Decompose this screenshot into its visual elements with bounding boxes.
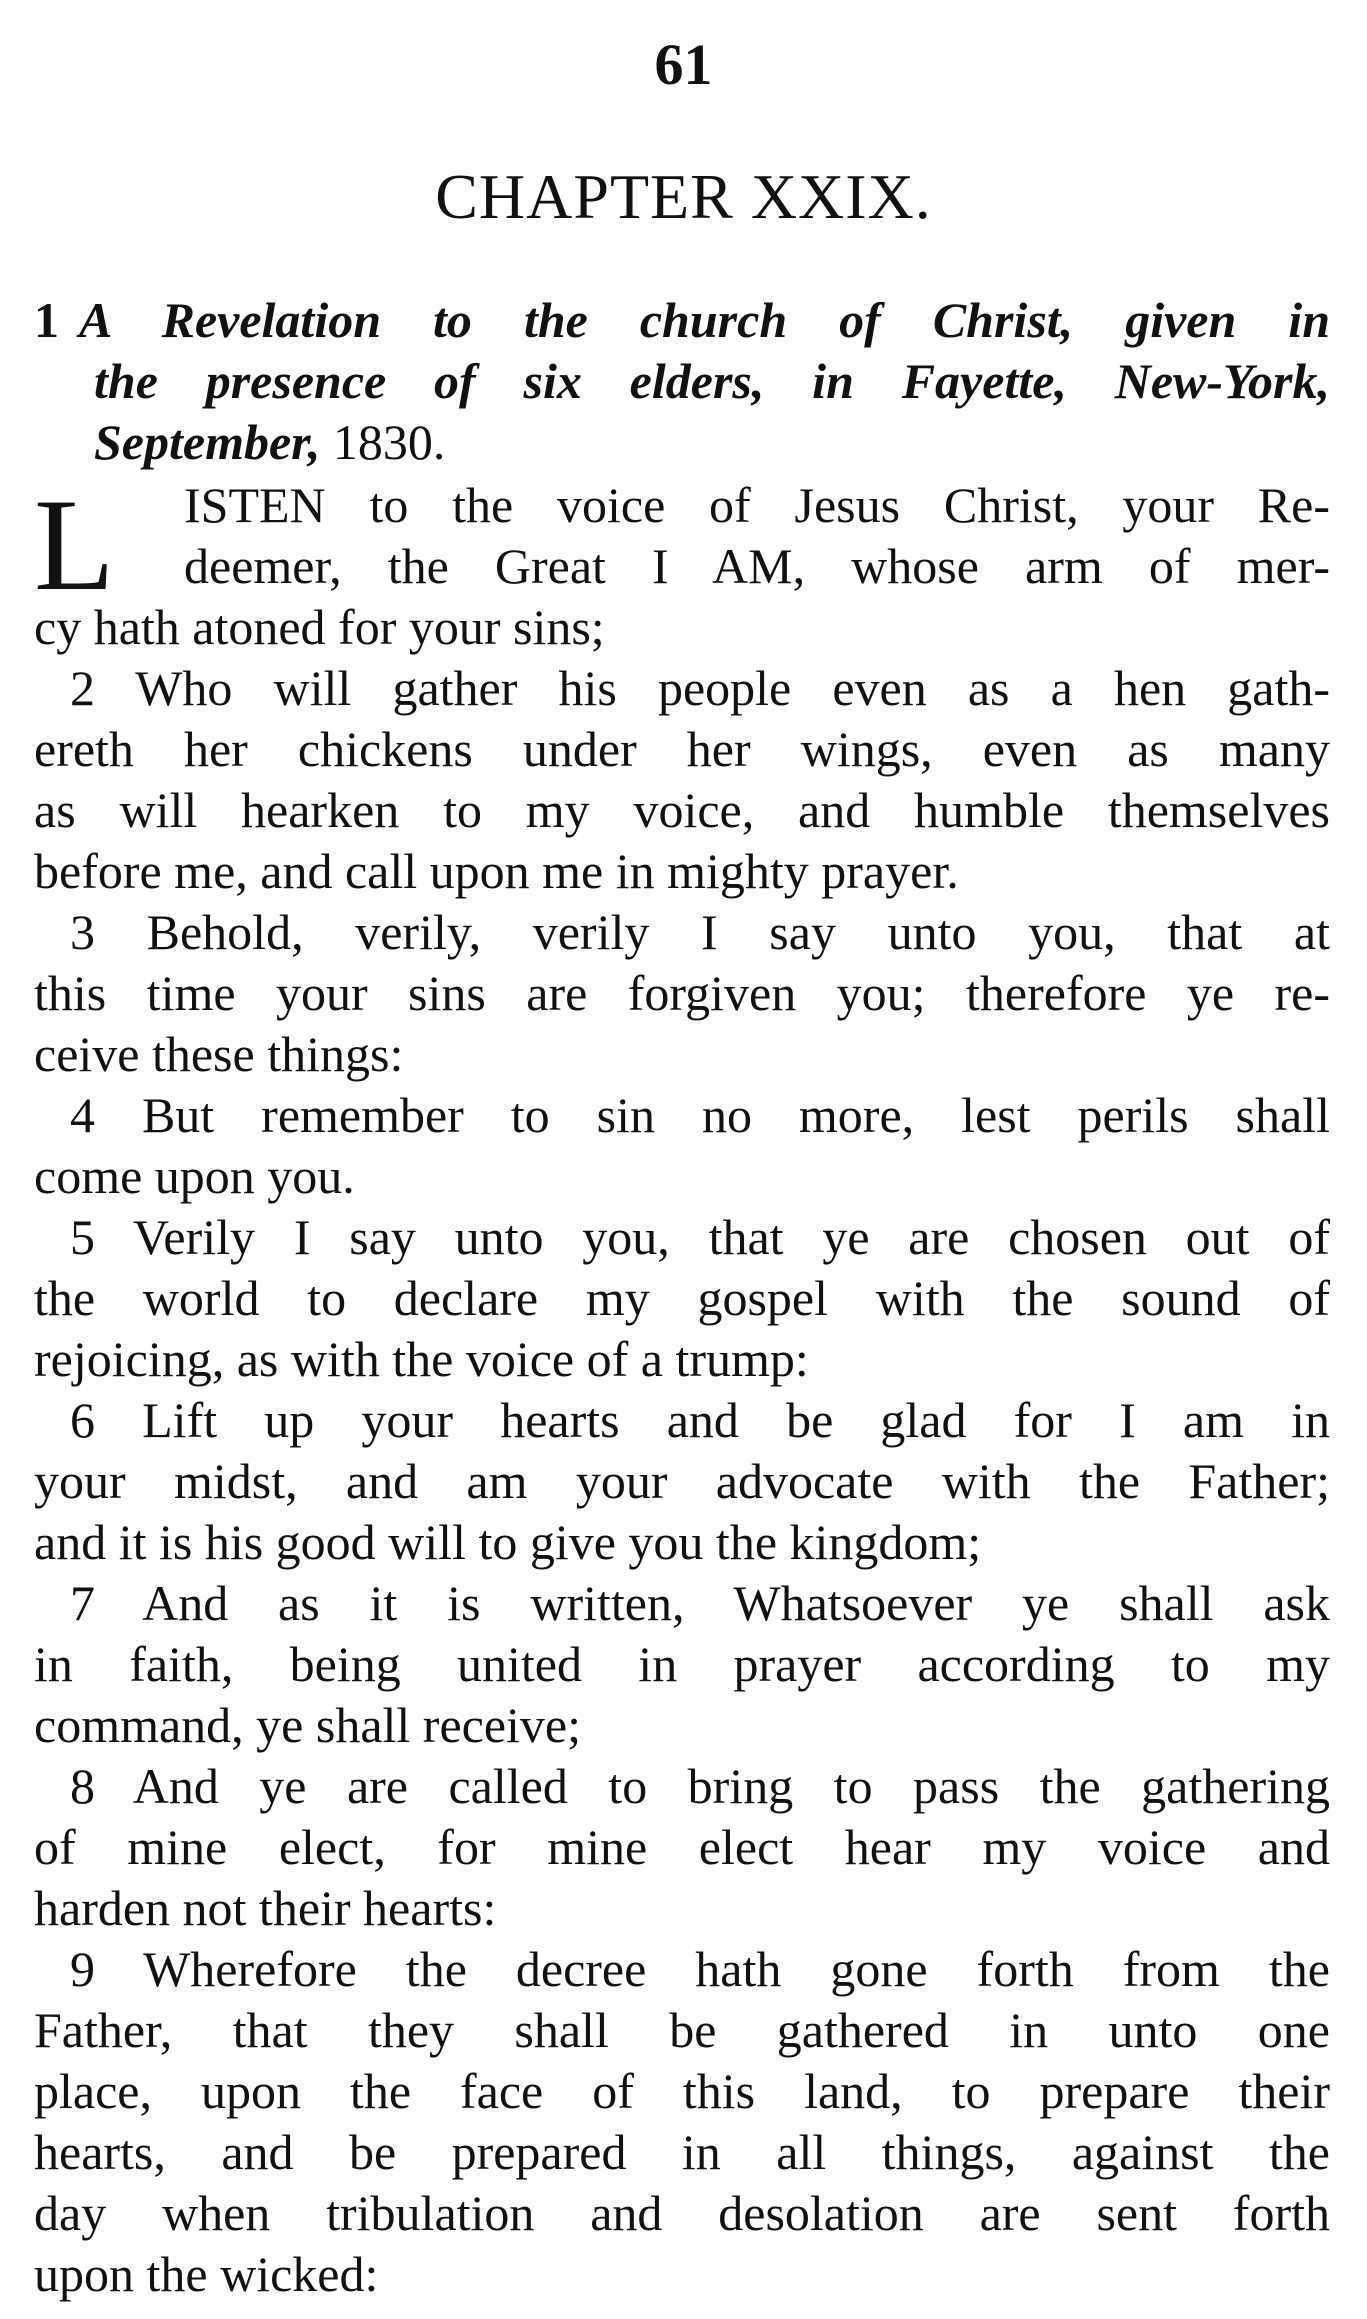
- verse-line: your midst, and am your advocate with the Father;: [34, 1453, 1330, 1509]
- drop-cap-letter: L: [34, 471, 115, 618]
- verse-line: place, upon the face of this land, to prepare their: [34, 2063, 1330, 2119]
- revelation-heading: [34, 290, 1330, 473]
- verse-line: as will hearken to my voice, and humble themselves: [34, 782, 1330, 838]
- heading-year: 1830.: [332, 414, 446, 470]
- opening-paragraph: [34, 471, 1330, 618]
- verse-line: come upon you.: [34, 1148, 355, 1204]
- verse-line: ISTEN to the voice of Jesus Christ, your Re-: [184, 477, 1330, 533]
- verse-line: this time your sins are forgiven you; therefore ye re-: [34, 965, 1330, 1021]
- heading-line-2: the presence of six elders, in Fayette, New-York,: [94, 353, 1330, 409]
- verse-3-line: 3 Behold, verily, verily I say unto you, that at: [70, 904, 1330, 960]
- verse-line: rejoicing, as with the voice of a trump:: [34, 1331, 809, 1387]
- verse-9-line: 9 Wherefore the decree hath gone forth from the: [70, 1941, 1330, 1997]
- verse-line: and it is his good will to give you the kingdom;: [34, 1514, 982, 1570]
- verse-line: command, ye shall receive;: [34, 1697, 581, 1753]
- verse-7-line: 7 And as it is written, Whatsoever ye shall ask: [70, 1575, 1330, 1631]
- heading-text-1: A Revelation to the church of Christ, given in: [79, 292, 1330, 348]
- verse-line: upon the wicked:: [34, 2246, 379, 2302]
- verse-line: cy hath atoned for your sins;: [34, 599, 605, 655]
- verse-line: ceive these things:: [34, 1026, 404, 1082]
- heading-line-1: [34, 290, 1330, 351]
- verses-body: [34, 471, 1330, 2305]
- verse-line: harden not their hearts:: [34, 1880, 497, 1936]
- verse-4-line: 4 But remember to sin no more, lest perils shall: [70, 1087, 1330, 1143]
- heading-line-3: [34, 412, 1330, 473]
- verse-line: in faith, being united in prayer according to my: [34, 1636, 1330, 1692]
- verse-line: Father, that they shall be gathered in unto one: [34, 2002, 1330, 2058]
- verse-line: of mine elect, for mine elect hear my voice and: [34, 1819, 1330, 1875]
- chapter-title: CHAPTER XXIX.: [435, 161, 932, 232]
- verse-6-line: 6 Lift up your hearts and be glad for I am in: [70, 1392, 1330, 1448]
- verse-5-line: 5 Verily I say unto you, that ye are chosen out of: [70, 1209, 1330, 1265]
- heading-text-3: September,: [94, 414, 321, 470]
- verse-line: the world to declare my gospel with the sound of: [34, 1270, 1330, 1326]
- verse-line: day when tribulation and desolation are sent forth: [34, 2185, 1330, 2241]
- verse-2-line: 2 Who will gather his people even as a hen gath-: [70, 660, 1330, 716]
- page-number: 61: [654, 32, 713, 97]
- verse-line: before me, and call upon me in mighty prayer.: [34, 843, 959, 899]
- verse-line: hearts, and be prepared in all things, against the: [34, 2124, 1330, 2180]
- heading-number: 1: [34, 292, 59, 348]
- verse-8-line: 8 And ye are called to bring to pass the gathering: [70, 1758, 1330, 1814]
- verse-line: deemer, the Great I AM, whose arm of mer-: [184, 538, 1330, 594]
- verse-line: ereth her chickens under her wings, even as many: [34, 721, 1330, 777]
